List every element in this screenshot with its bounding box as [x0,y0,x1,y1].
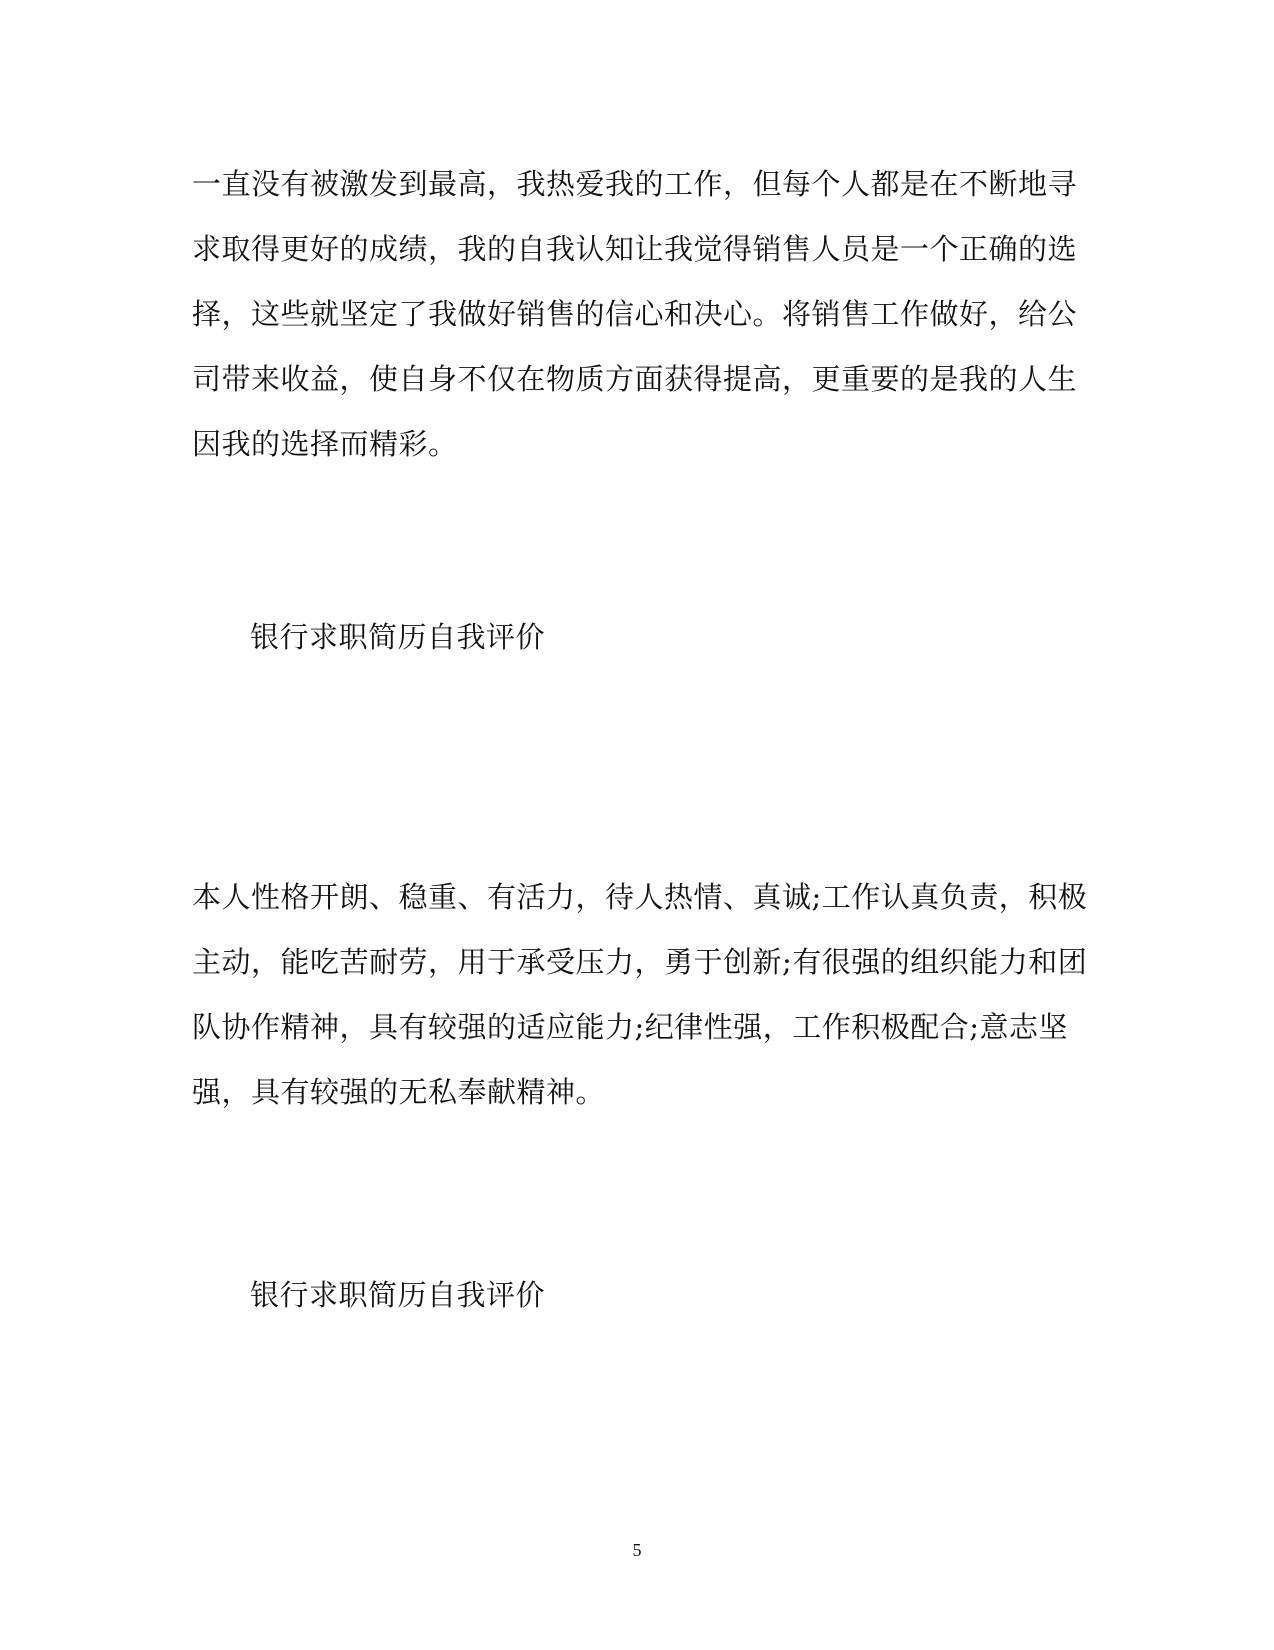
paragraph-line: 择，这些就坚定了我做好销售的信心和决心。将销售工作做好，给公 [192,297,1078,331]
paragraph-line: 本人性格开朗、稳重、有活力，待人热情、真诚;工作认真负责，积极 [192,880,1088,914]
paragraph-line: 一直没有被激发到最高，我热爱我的工作，但每个人都是在不断地寻 [192,167,1078,201]
paragraph-personality [192,865,1092,1125]
section-heading-bank-self-evaluation-2: 银行求职简历自我评价 [250,1278,546,1312]
paragraph-line: 司带来收益，使自身不仅在物质方面获得提高，更重要的是我的人生 [192,362,1078,396]
paragraph-line: 求取得更好的成绩，我的自我认知让我觉得销售人员是一个正确的选 [192,232,1078,266]
paragraph-sales-motivation [192,152,1092,477]
paragraph-line: 队协作精神，具有较强的适应能力;纪律性强，工作积极配合;意志坚 [192,1010,1069,1044]
paragraph-line: 因我的选择而精彩。 [192,427,458,461]
paragraph-line: 强，具有较强的无私奉献精神。 [192,1075,606,1109]
page-number: 5 [632,1540,642,1560]
section-heading-bank-self-evaluation: 银行求职简历自我评价 [250,620,546,654]
paragraph-line: 主动，能吃苦耐劳，用于承受压力，勇于创新;有很强的组织能力和团 [192,945,1088,979]
